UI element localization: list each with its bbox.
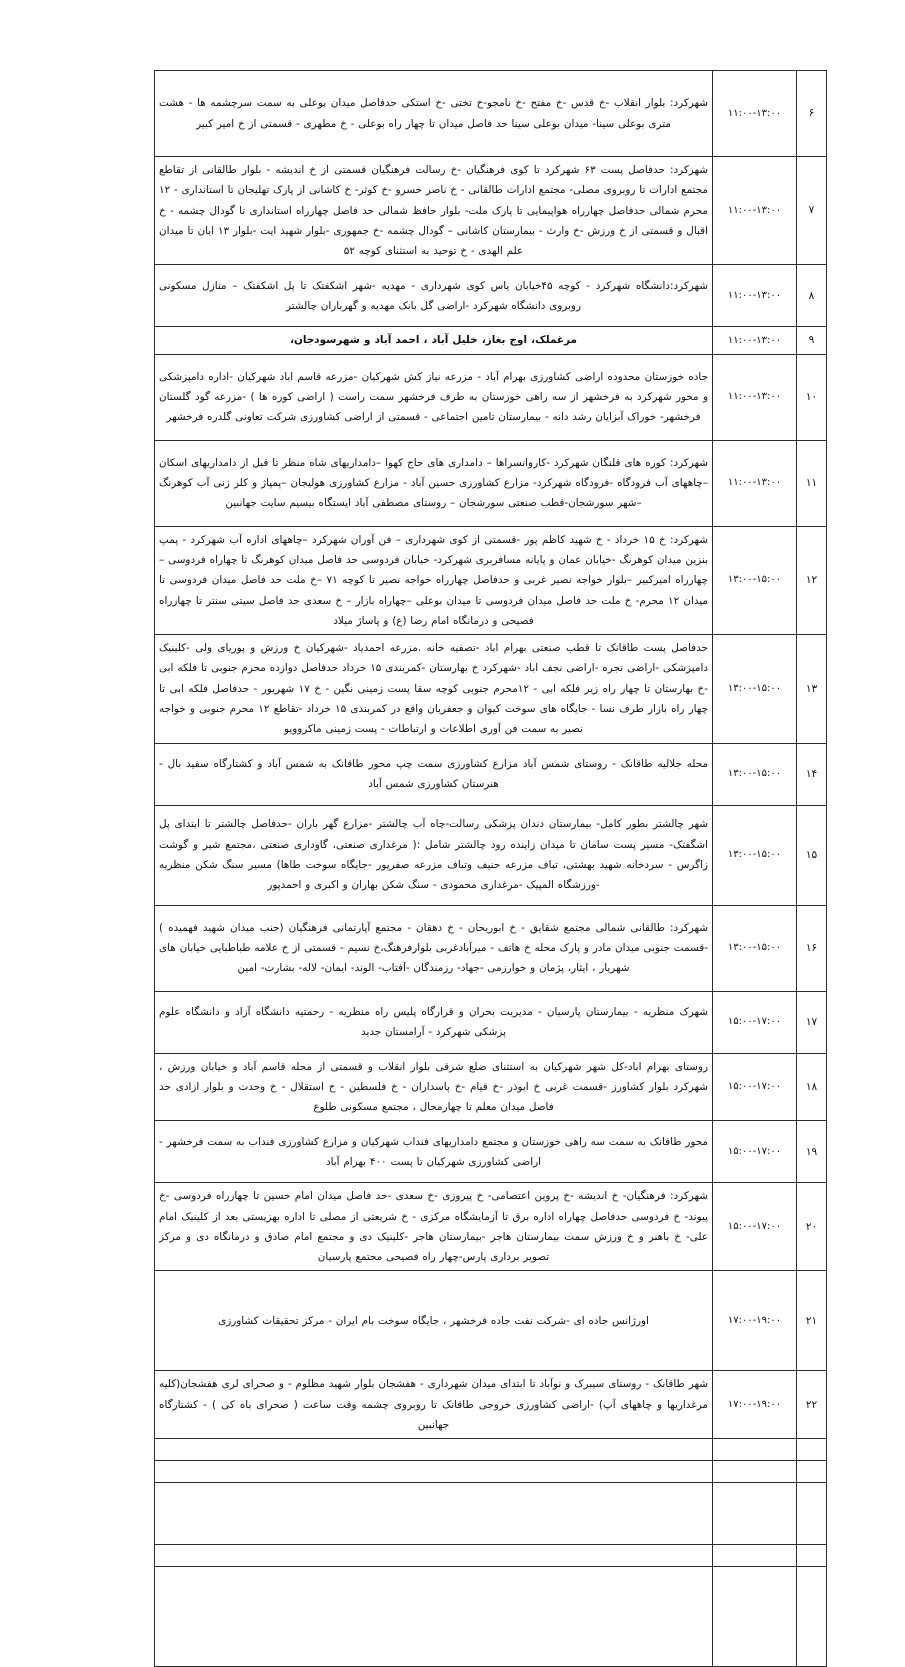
row-number-cell: ۱۹ <box>797 1121 827 1183</box>
time-range-cell: ۱۳:۰۰-۱۵:۰۰ <box>713 743 797 805</box>
description-cell: شهرکرد: حدفاصل پست ۶۳ شهرکرد تا کوی فرهنگیان -خ رسالت فرهنگیان قسمتی از خ اندیشه - بلوار طالقانی از تقاطع مجتمع ادارات تا روبروی مصلی- مجتمع ادارات طالقانی - خ ناصر خسرو -خ کوثر- خ کاشانی از پارک تهلیجان تا استانداری - ۱۲ محرم شمالی حدفاصل چهارراه هواپیمایی تا پارک ملت- بلوار حافظ شمالی حد فاصل چهارراه استانداری تا گودال چشمه - خ اقبال و قسمتی از خ ورزش -خ وارث - بیمارستان کاشانی – گودال چشمه -خ جمهوری -بلوار شهید ایت -بلوار ۱۳ ابان تا میدان علم الهدی - خ توحید به استثنای کوچه ۵۲ <box>155 157 713 265</box>
table-row <box>155 157 827 265</box>
table-body <box>155 71 827 1667</box>
description-cell: شهرکرد: بلوار انقلاب -خ قدس -خ مفتح -خ نامجو-خ تختی -خ استکی حدفاصل میدان بوعلی به سمت سرچشمه ها - هشت متری بوعلی سینا- میدان بوعلی سینا حد فاصل میدان تا چهار راه بوعلی - خ مطهری - قسمتی از خ امیر کبیر <box>155 71 713 157</box>
time-range-cell: ۱۳:۰۰-۱۵:۰۰ <box>713 905 797 991</box>
row-number-cell: ۸ <box>797 265 827 327</box>
table-row <box>155 327 827 354</box>
row-number-cell: ۱۱ <box>797 440 827 526</box>
row-number-cell <box>797 1567 827 1667</box>
outage-schedule-table <box>154 70 827 1667</box>
time-range-cell: ۱۱:۰۰-۱۳:۰۰ <box>713 354 797 440</box>
description-cell: شهرکرد: فرهنگیان- خ اندیشه -خ پروین اعتصامی- خ پیروزی -خ سعدی -حد فاصل میدان امام حسین تا چهارراه فردوسی -خ پیوند- خ فردوسی حدفاصل چهاراه اداره برق تا آزمایشگاه مرکزی - خ شریعتی از مصلی تا اداره بهزیستی بعد از کلینیک امام علی- خ باهنر و خ ورزش سمت بیمارستان هاجر -بیمارستان هاجر -کلینیک دی و مجتمع امام صادق و درمانگاه دی و مرکز تصویر برداری پارس-چهار راه فصیحی مجتمع پارسیان <box>155 1183 713 1271</box>
description-cell <box>155 1461 713 1483</box>
row-number-cell: ۶ <box>797 71 827 157</box>
description-cell <box>155 1567 713 1667</box>
time-range-cell: ۱۷:۰۰-۱۹:۰۰ <box>713 1271 797 1371</box>
row-number-cell <box>797 1483 827 1545</box>
row-number-cell: ۱۳ <box>797 635 827 743</box>
row-number-cell: ۱۶ <box>797 905 827 991</box>
time-range-cell <box>713 1461 797 1483</box>
table-row <box>155 1271 827 1371</box>
description-cell: شهرکرد:دانشگاه شهرکرد - کوچه ۴۵خیابان یاس کوی شهرداری - مهدیه -شهر اشکفتک تا پل اشکفتک – منازل مسکونی روبروی دانشگاه شهرکرد -اراضی گل بانک مهدیه و گهرباران چالشتر <box>155 265 713 327</box>
time-range-cell <box>713 1483 797 1545</box>
time-range-cell <box>713 1545 797 1567</box>
row-number-cell: ۹ <box>797 327 827 354</box>
description-cell: اورژانس جاده ای -شرکت نفت جاده فرخشهر ، جایگاه سوخت بام ایران - مرکز تحقیقات کشاورزی <box>155 1271 713 1371</box>
table-row <box>155 635 827 743</box>
row-number-cell: ۱۵ <box>797 805 827 905</box>
description-cell: مرغملک، اوج بغاز، خلیل آباد ، احمد آباد و شهرسودجان، <box>155 327 713 354</box>
table-row <box>155 1545 827 1567</box>
time-range-cell: ۱۵:۰۰-۱۷:۰۰ <box>713 1183 797 1271</box>
table-row <box>155 1439 827 1461</box>
row-number-cell <box>797 1461 827 1483</box>
row-number-cell: ۱۲ <box>797 526 827 634</box>
table-row <box>155 526 827 634</box>
table-row <box>155 1461 827 1483</box>
row-number-cell: ۱۷ <box>797 991 827 1053</box>
time-range-cell: ۱۱:۰۰-۱۳:۰۰ <box>713 327 797 354</box>
time-range-cell <box>713 1567 797 1667</box>
description-cell: روستای بهرام اباد-کل شهر شهرکیان به استثنای ضلع شرقی بلوار انقلاب و قسمتی از محله قاسم آباد و خیابان ورزش ، شهرکرد بلوار کشاورز -قسمت غربی خ ابوذر -خ قیام -خ پاسداران - خ فلسطین - خ استقلال - خ وحدت و بلوار ازادی حد فاصل میدان معلم تا چهارمحال ، مجتمع مسکونی طلوع <box>155 1053 713 1121</box>
description-cell: حدفاصل پست طاقانک تا قطب صنعتی بهرام اباد -تصفیه خانه .مزرعه احمدیاد -شهرکیان خ ورزش و پوریای ولی -کلینیک دامپزشکی -اراضی تجره -اراضی نجف اباد -شهرکرد خ بهارستان -کمربندی ۱۵ خرداد حدفاصل دوازده محرم جنوبی تا فلکه ابی -خ بهارستان تا چهار راه زیر فلکه ابی - ۱۲محرم جنوبی کوچه سقا پست زمینی نگین - خ ۱۷ شهریور - حدفاصل فلکه ابی تا چهار راه بازار طرف نسا - جایگاه های سوخت کیوان و جعفریان واقع در کمربندی ۱۵ خرداد -تقاطع ۱۲ محرم جنوبی و خواجه نصیر به سمت فن آوری اطلاعات و ارتباطات - پست زمینی ماکروویو <box>155 635 713 743</box>
row-number-cell: ۲۲ <box>797 1371 827 1439</box>
time-range-cell: ۱۳:۰۰-۱۵:۰۰ <box>713 635 797 743</box>
table-row <box>155 1483 827 1545</box>
description-cell <box>155 1545 713 1567</box>
table-row <box>155 71 827 157</box>
description-cell <box>155 1439 713 1461</box>
row-number-cell: ۱۴ <box>797 743 827 805</box>
row-number-cell: ۲۰ <box>797 1183 827 1271</box>
description-cell: جاده خوزستان محدوده اراضی کشاورزی بهرام آباد - مزرعه نیاز کش شهرکیان -مزرعه قاسم اباد شهرکیان -اداره دامپزشکی و محور شهرکرد به فرخشهر از سه راهی خوزستان به طرف فرخشهر سمت راست ( اراضی کوره ها ) -مزرعه گود گلستان فرخشهر- خوراک آبزایان رشد دانه - بیمارستان تامین اجتماعی - قسمتی از اراضی کشاورزی شرکت تعاونی گلدره فرخشهر <box>155 354 713 440</box>
time-range-cell: ۱۱:۰۰-۱۳:۰۰ <box>713 265 797 327</box>
row-number-cell: ۱۸ <box>797 1053 827 1121</box>
description-cell: شهر چالشتر بطور کامل- بیمارستان دندان پزشکی رسالت-چاه آب چالشتر -مزارع گهر باران -حدفاصل چالشتر تا ابتدای پل اشگفتک- مسیر پست سامان تا میدان زاینده رود چالشتر شامل :( مرغداری صنعتی، گاوداری صنعتی ،مجتمع شیر و گوشت زاگرس - سردخانه شهید بهشتی، تباف مزرعه حنیف وتباف مزرعه صفرپور -جایگاه سوخت طاها) مسیر سنگ شکن منظریه -ورزشگاه المپیک -مرغداری محمودی - سنگ شکن بهاران و اکبری و احمدپور <box>155 805 713 905</box>
table-row <box>155 1121 827 1183</box>
description-cell: شهرکرد: خ ۱۵ خرداد - خ شهید کاظم پور -قسمتی از کوی شهرداری – فن آوران شهرکرد –چاههای اداره آب شهرکرد - پمپ بنزین میدان کوهرنگ -خیابان عمان و پایانه مسافربری شهرکرد- خیابان فردوسی حد فاصل میدان کوهرنگ تا چهاراه فردوسی – چهارراه امیرکبیر –بلوار خواجه نصیر غربی و حدفاصل چهارراه خواجه نصیر تا کوچه ۷۱ –خ ملت حد فاصل میدان فردوسی تا میدان ۱۲ محرم- خ ملت حد فاصل میدان فردوسی تا میدان بوعلی –چهاراه بازار – خ سعدی حد فاصل سیتی سنتر تا چهارراه فصیحی و درمانگاه امام رضا (ع) و پاساژ میلاد <box>155 526 713 634</box>
row-number-cell <box>797 1439 827 1461</box>
time-range-cell: ۱۵:۰۰-۱۷:۰۰ <box>713 1121 797 1183</box>
description-cell: محله جلالیه طاقانک - روستای شمس آباد مزارع کشاورزی سمت چپ محور طاقانک به شمس آباد و کشتارگاه سفید بال - هنرستان کشاورزی شمس آباد <box>155 743 713 805</box>
time-range-cell: ۱۱:۰۰-۱۳:۰۰ <box>713 71 797 157</box>
table-row <box>155 805 827 905</box>
row-number-cell <box>797 1545 827 1567</box>
description-cell: شهرکرد: کوره های قلنگان شهرکرد -کاروانسراها – دامداری های حاج کهوا –دامداریهای شاه منظر تا قبل از دامداریهای اسکان –چاههای آب فرودگاه -فرودگاه شهرکرد- مزارع کشاورزی حسین آباد - مزارع کشاورزی هولیجان –پمپاژ و کلر زنی آب کوهرنگ –شهر سورشجان-قطب صنعتی سورشجان – روستای مصطفی آباد ایستگاه بیسیم سایت جهانبین <box>155 440 713 526</box>
description-cell: شهر طاقانک - روستای سیبرک و نوآباد تا ابتدای میدان شهرداری - هفشجان بلوار شهید مظلوم - و صحرای لری هفشجان(کلیه مرغداریها و چاههای آپ) -اراضی کشاورزی خروجی طاقانک تا روبروی چشمه وقت ساعت ( صحرای باه کی ) - کشتارگاه جهانبین <box>155 1371 713 1439</box>
time-range-cell: ۱۳:۰۰-۱۵:۰۰ <box>713 526 797 634</box>
time-range-cell: ۱۵:۰۰-۱۷:۰۰ <box>713 1053 797 1121</box>
time-range-cell: ۱۵:۰۰-۱۷:۰۰ <box>713 991 797 1053</box>
table-row <box>155 905 827 991</box>
row-number-cell: ۷ <box>797 157 827 265</box>
description-cell <box>155 1483 713 1545</box>
table-row <box>155 743 827 805</box>
time-range-cell: ۱۷:۰۰-۱۹:۰۰ <box>713 1371 797 1439</box>
table-row <box>155 1567 827 1667</box>
time-range-cell <box>713 1439 797 1461</box>
description-cell: شهرک منظریه - بیمارستان پارسیان - مدیریت بحران و قرارگاه پلیس راه منظریه - رحمتیه دانشگاه آزاد و دانشگاه علوم پزشکی شهرکرد - آرامستان جدید <box>155 991 713 1053</box>
description-cell: محور طاقانک به سمت سه راهی خوزستان و مجتمع دامداریهای فنداب شهرکیان و مزارع کشاورزی فنداب به سمت فرخشهر - اراضی کشاورزی شهرکیان تا پست ۴۰۰ بهرام آباد <box>155 1121 713 1183</box>
table-row <box>155 440 827 526</box>
time-range-cell: ۱۳:۰۰-۱۵:۰۰ <box>713 805 797 905</box>
table-row <box>155 991 827 1053</box>
description-cell: شهرکرد: طالقانی شمالی مجتمع شقایق - خ ابوریحان - خ دهقان - مجتمع آپارتمانی فرهنگیان (جنب میدان شهید فهمیده ) -قسمت جنوبی میدان مادر و پارک محله خ هاتف - میرآبادغربی بلوارفرهنگ،خ نسیم - قسمتی از خ علامه طباطبایی خیابان های شهریار ، ایثار، پژمان و خوارزمی -جهاد- رزمندگان -آفتاب- الوند- ایمان- لاله- بشارت- امین <box>155 905 713 991</box>
time-range-cell: ۱۱:۰۰-۱۳:۰۰ <box>713 157 797 265</box>
table-row <box>155 1053 827 1121</box>
time-range-cell: ۱۱:۰۰-۱۳:۰۰ <box>713 440 797 526</box>
table-row <box>155 1371 827 1439</box>
outage-schedule-table-container <box>155 70 827 1667</box>
table-row <box>155 1183 827 1271</box>
table-row <box>155 354 827 440</box>
row-number-cell: ۱۰ <box>797 354 827 440</box>
row-number-cell: ۲۱ <box>797 1271 827 1371</box>
table-row <box>155 265 827 327</box>
